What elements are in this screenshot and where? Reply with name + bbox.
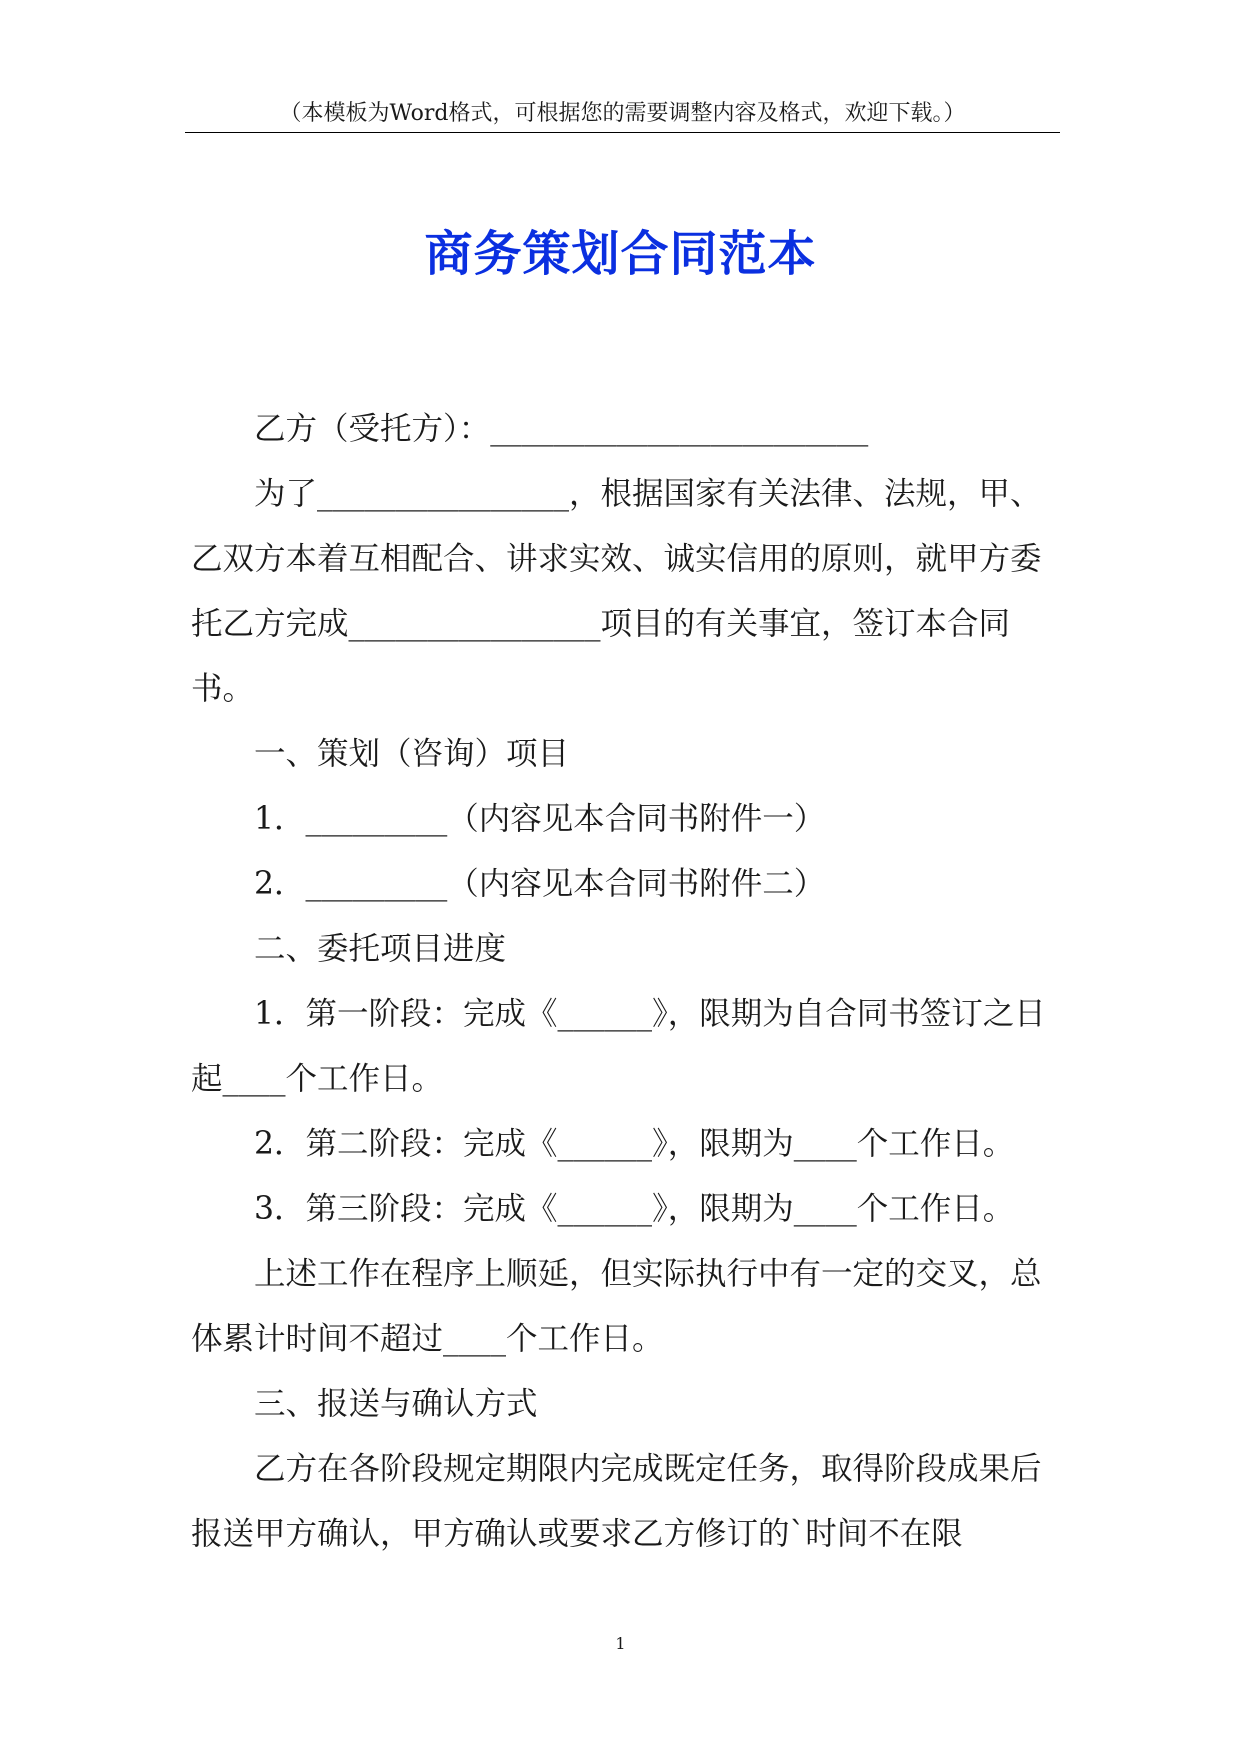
section-heading-schedule: 二、委托项目进度 — [254, 931, 507, 967]
document-body — [191, 397, 1061, 1567]
confirmation-paragraph: 乙方在各阶段规定期限内完成既定任务，取得阶段成果后报送甲方确认，甲方确认或要求乙方修订的`时间不在限 — [191, 1451, 1042, 1552]
section-heading-confirmation: 三、报送与确认方式 — [254, 1386, 538, 1422]
schedule-summary: 上述工作在程序上顺延，但实际执行中有一定的交叉，总体累计时间不超过____个工作日。 — [191, 1256, 1042, 1357]
schedule-stage-2: 2．第二阶段：完成《______》，限期为____个工作日。 — [254, 1126, 1015, 1162]
schedule-stage-1: 1．第一阶段：完成《______》，限期为自合同书签订之日起____个工作日。 — [191, 996, 1046, 1097]
project-item-1: 1．_________（内容见本合同书附件一） — [254, 801, 826, 837]
document-title: 商务策划合同范本 — [424, 226, 817, 282]
party-b-line: 乙方（受托方）：________________________ — [254, 411, 869, 447]
preamble-paragraph: 为了________________，根据国家有关法律、法规，甲、乙双方本着互相配合、讲求实效、诚实信用的原则，就甲方委托乙方完成________________项目的有关事宜，签订本合同书。 — [191, 476, 1042, 707]
page-number: 1 — [615, 1634, 626, 1653]
header-note: （本模板为Word格式，可根据您的需要调整内容及格式，欢迎下载。） — [279, 101, 966, 126]
section-heading-project: 一、策划（咨询）项目 — [254, 736, 570, 772]
schedule-stage-3: 3．第三阶段：完成《______》，限期为____个工作日。 — [254, 1191, 1015, 1227]
header-divider — [185, 132, 1060, 133]
project-item-2: 2．_________（内容见本合同书附件二） — [254, 866, 826, 902]
